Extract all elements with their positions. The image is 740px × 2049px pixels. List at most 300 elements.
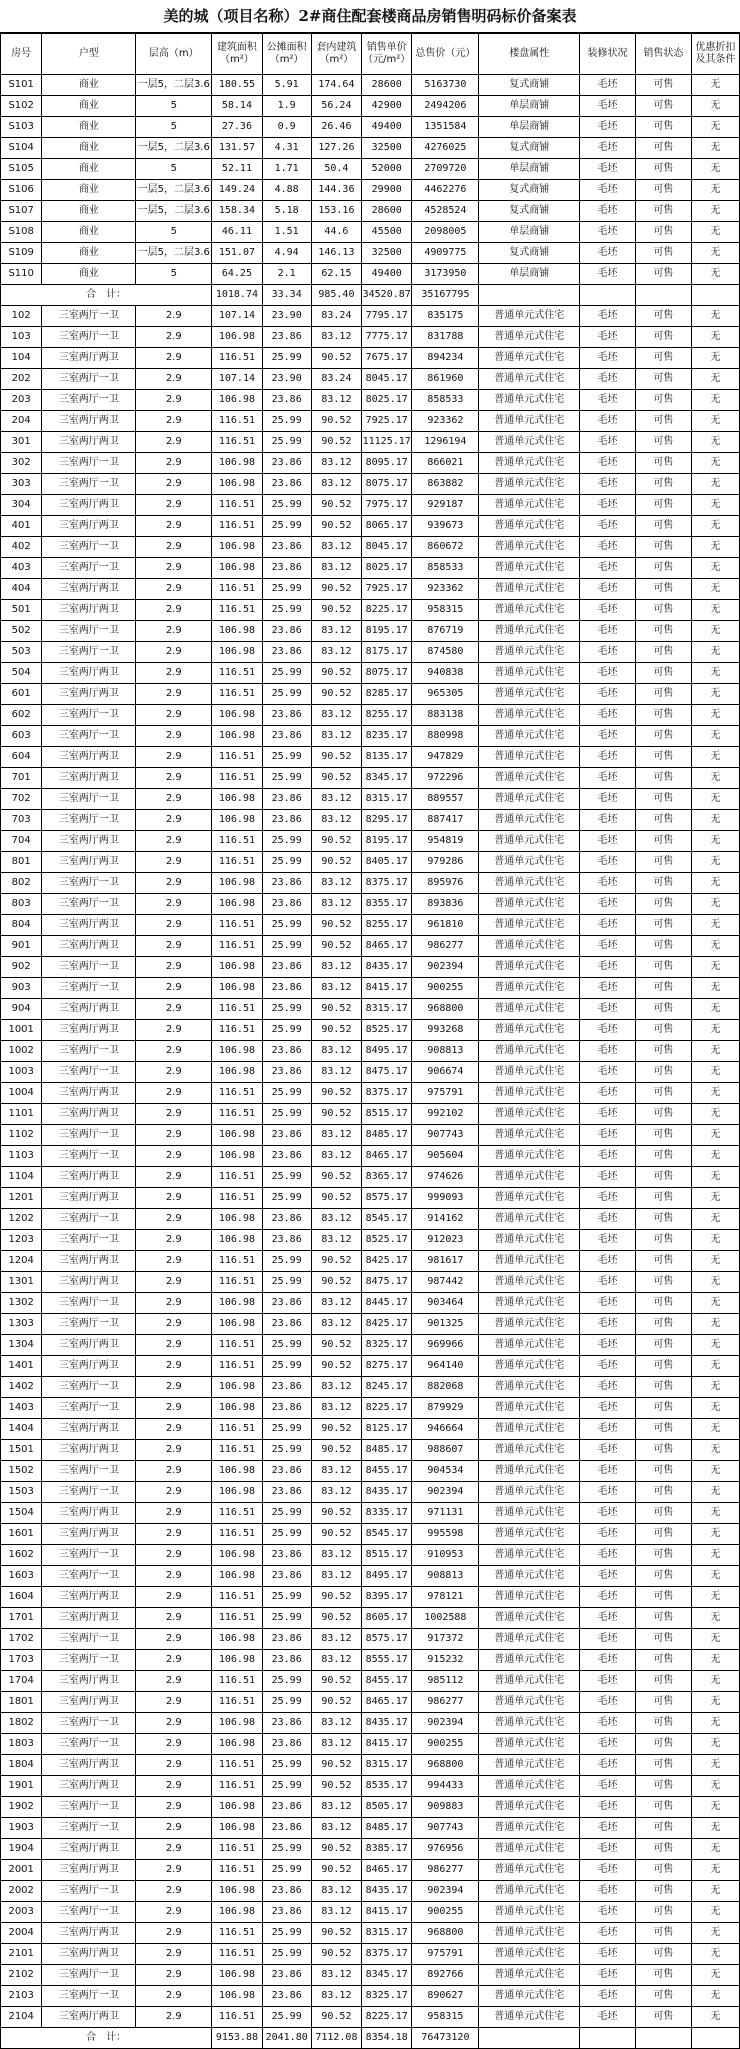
table-cell: 90.52 [311, 516, 361, 537]
table-cell: 无 [691, 1482, 739, 1503]
table-cell: 8455.17 [362, 1671, 412, 1692]
table-cell: 普通单元式住宅 [479, 516, 580, 537]
table-cell: 普通单元式住宅 [479, 453, 580, 474]
table-cell: 三室两厅两卫 [42, 663, 136, 684]
table-cell: 83.12 [311, 1146, 361, 1167]
table-cell: 106.98 [212, 1125, 262, 1146]
table-cell: 8435.17 [362, 957, 412, 978]
table-cell: 三室两厅一卫 [42, 558, 136, 579]
table-cell: 普通单元式住宅 [479, 1923, 580, 1944]
table-cell: 90.52 [311, 852, 361, 873]
table-cell: 83.12 [311, 537, 361, 558]
table-cell: 8435.17 [362, 1881, 412, 1902]
table-cell: 25.99 [262, 1104, 311, 1125]
table-cell: 三室两厅两卫 [42, 1923, 136, 1944]
table-cell: 1302 [1, 1293, 42, 1314]
table-row [1, 894, 740, 915]
table-cell: 5 [136, 96, 212, 117]
table-cell: 可售 [635, 453, 691, 474]
table-cell: 1901 [1, 1776, 42, 1797]
table-cell: 2.9 [136, 1083, 212, 1104]
table-cell: 无 [691, 1818, 739, 1839]
table-cell: 无 [691, 1629, 739, 1650]
table-cell: 可售 [635, 1419, 691, 1440]
table-cell: 1404 [1, 1419, 42, 1440]
table-cell: 90.52 [311, 768, 361, 789]
table-cell: 商业 [42, 201, 136, 222]
table-cell: 701 [1, 768, 42, 789]
table-cell: 无 [691, 537, 739, 558]
table-cell: 8505.17 [362, 1797, 412, 1818]
table-cell: 2102 [1, 1965, 42, 1986]
subtotal-cell [580, 285, 636, 306]
table-row [1, 453, 740, 474]
table-cell: 2.9 [136, 978, 212, 999]
table-cell: 90.52 [311, 915, 361, 936]
table-cell: 8465.17 [362, 1692, 412, 1713]
table-cell: 普通单元式住宅 [479, 1776, 580, 1797]
table-cell: 4.94 [262, 243, 311, 264]
table-row [1, 1818, 740, 1839]
table-cell: 90.52 [311, 432, 361, 453]
table-cell: 116.51 [212, 936, 262, 957]
table-cell: 90.52 [311, 411, 361, 432]
table-cell: 2.9 [136, 642, 212, 663]
table-cell: 49400 [362, 264, 412, 285]
table-cell: 83.12 [311, 1734, 361, 1755]
table-cell: 912023 [412, 1230, 479, 1251]
table-cell: 8415.17 [362, 978, 412, 999]
table-cell: 502 [1, 621, 42, 642]
table-cell: 902394 [412, 1881, 479, 1902]
table-cell: 804 [1, 915, 42, 936]
table-cell: 三室两厅一卫 [42, 1881, 136, 1902]
table-cell: 普通单元式住宅 [479, 1356, 580, 1377]
table-cell: 25.99 [262, 1860, 311, 1881]
table-cell: 可售 [635, 1965, 691, 1986]
table-cell: 8415.17 [362, 1734, 412, 1755]
table-cell: 1403 [1, 1398, 42, 1419]
subtotal-cell [635, 2028, 691, 2049]
table-cell: 2.9 [136, 1041, 212, 1062]
table-row [1, 705, 740, 726]
table-cell: 2.9 [136, 1965, 212, 1986]
table-cell: 8485.17 [362, 1125, 412, 1146]
table-cell: 8385.17 [362, 1839, 412, 1860]
table-cell: 702 [1, 789, 42, 810]
table-row [1, 1356, 740, 1377]
table-cell: 1604 [1, 1587, 42, 1608]
column-header: 房号 [1, 34, 42, 75]
table-cell: 917372 [412, 1629, 479, 1650]
table-cell: 三室两厅两卫 [42, 831, 136, 852]
table-cell: 106.98 [212, 1881, 262, 1902]
table-cell: 可售 [635, 1398, 691, 1419]
table-cell: 106.98 [212, 1734, 262, 1755]
table-cell: 910953 [412, 1545, 479, 1566]
table-cell: 可售 [635, 117, 691, 138]
table-cell: 23.86 [262, 474, 311, 495]
table-cell: 普通单元式住宅 [479, 1440, 580, 1461]
table-cell: 106.98 [212, 1461, 262, 1482]
table-cell: 901325 [412, 1314, 479, 1335]
table-row [1, 852, 740, 873]
table-cell: 940838 [412, 663, 479, 684]
table-cell: 可售 [635, 831, 691, 852]
table-cell: 23.86 [262, 1902, 311, 1923]
table-cell: 25.99 [262, 1272, 311, 1293]
table-cell: 914162 [412, 1209, 479, 1230]
table-cell: 106.98 [212, 1650, 262, 1671]
table-cell: 三室两厅一卫 [42, 1566, 136, 1587]
table-cell: 2.9 [136, 1860, 212, 1881]
table-cell: 无 [691, 117, 739, 138]
table-cell: 25.99 [262, 915, 311, 936]
table-cell: 2.9 [136, 894, 212, 915]
table-cell: 900255 [412, 1734, 479, 1755]
table-cell: 116.51 [212, 1167, 262, 1188]
table-cell: 25.99 [262, 831, 311, 852]
table-row [1, 369, 740, 390]
table-cell: 无 [691, 1188, 739, 1209]
table-row [1, 1062, 740, 1083]
table-cell: 1702 [1, 1629, 42, 1650]
table-cell: 83.12 [311, 1314, 361, 1335]
table-cell: 28600 [362, 201, 412, 222]
column-header: 户型 [42, 34, 136, 75]
table-cell: 毛坯 [580, 1545, 636, 1566]
table-cell: 可售 [635, 747, 691, 768]
table-cell: 2.9 [136, 1587, 212, 1608]
table-cell: 1401 [1, 1356, 42, 1377]
table-cell: 无 [691, 264, 739, 285]
table-cell: 毛坯 [580, 264, 636, 285]
table-cell: 一层5，二层3.6 [136, 243, 212, 264]
table-cell: 8125.17 [362, 1419, 412, 1440]
table-cell: 8545.17 [362, 1524, 412, 1545]
table-cell: 可售 [635, 621, 691, 642]
table-cell: 普通单元式住宅 [479, 1188, 580, 1209]
table-cell: 无 [691, 222, 739, 243]
table-cell: 144.36 [311, 180, 361, 201]
table-cell: 无 [691, 1545, 739, 1566]
table-cell: 一层5，二层3.6 [136, 138, 212, 159]
table-cell: 无 [691, 600, 739, 621]
table-row [1, 1755, 740, 1776]
table-row [1, 1419, 740, 1440]
table-cell: 2.9 [136, 663, 212, 684]
table-cell: 无 [691, 1440, 739, 1461]
column-header: 套内建筑（m²） [311, 34, 361, 75]
table-cell: 无 [691, 1419, 739, 1440]
table-cell: 23.86 [262, 1377, 311, 1398]
table-cell: 8095.17 [362, 453, 412, 474]
table-cell: 25.99 [262, 1503, 311, 1524]
table-cell: 42900 [362, 96, 412, 117]
table-cell: 无 [691, 726, 739, 747]
table-cell: 三室两厅两卫 [42, 495, 136, 516]
table-cell: 普通单元式住宅 [479, 495, 580, 516]
table-cell: 可售 [635, 1293, 691, 1314]
table-cell: 1001 [1, 1020, 42, 1041]
table-cell: 毛坯 [580, 222, 636, 243]
table-cell: 2.9 [136, 369, 212, 390]
table-cell: 2.9 [136, 1104, 212, 1125]
table-cell: 单层商铺 [479, 117, 580, 138]
table-cell: 2104 [1, 2007, 42, 2028]
table-cell: 803 [1, 894, 42, 915]
table-cell: 8225.17 [362, 2007, 412, 2028]
table-cell: 无 [691, 1671, 739, 1692]
table-cell: 90.52 [311, 1419, 361, 1440]
table-cell: 404 [1, 579, 42, 600]
table-cell: 2.9 [136, 453, 212, 474]
subtotal-row [1, 285, 740, 306]
table-cell: 2.9 [136, 768, 212, 789]
table-cell: 2.9 [136, 621, 212, 642]
table-cell: 无 [691, 411, 739, 432]
table-cell: 可售 [635, 579, 691, 600]
table-cell: 三室两厅一卫 [42, 705, 136, 726]
table-cell: 无 [691, 1293, 739, 1314]
table-cell: 58.14 [212, 96, 262, 117]
table-cell: 8525.17 [362, 1020, 412, 1041]
table-row [1, 1482, 740, 1503]
table-cell: 23.86 [262, 1566, 311, 1587]
table-cell: 25.99 [262, 495, 311, 516]
table-cell: 946664 [412, 1419, 479, 1440]
table-cell: 可售 [635, 600, 691, 621]
table-cell: 90.52 [311, 1188, 361, 1209]
table-cell: 普通单元式住宅 [479, 831, 580, 852]
table-cell: 可售 [635, 1587, 691, 1608]
table-cell: 无 [691, 1797, 739, 1818]
table-cell: 2.9 [136, 852, 212, 873]
table-cell: 802 [1, 873, 42, 894]
table-cell: 毛坯 [580, 201, 636, 222]
table-row [1, 348, 740, 369]
table-cell: 无 [691, 1167, 739, 1188]
table-cell: 普通单元式住宅 [479, 327, 580, 348]
table-cell: 2.9 [136, 1566, 212, 1587]
table-cell: 23.86 [262, 810, 311, 831]
table-cell: 普通单元式住宅 [479, 1272, 580, 1293]
table-cell: 可售 [635, 1923, 691, 1944]
table-cell: 975791 [412, 1083, 479, 1104]
table-cell: 三室两厅两卫 [42, 1692, 136, 1713]
table-cell: 无 [691, 1272, 739, 1293]
table-cell: 106.98 [212, 1566, 262, 1587]
table-cell: 106.98 [212, 705, 262, 726]
table-cell: 普通单元式住宅 [479, 1251, 580, 1272]
table-cell: 毛坯 [580, 726, 636, 747]
table-cell: 三室两厅一卫 [42, 1314, 136, 1335]
table-cell: 23.86 [262, 1629, 311, 1650]
table-cell: 403 [1, 558, 42, 579]
table-cell: 106.98 [212, 1062, 262, 1083]
table-cell: 普通单元式住宅 [479, 474, 580, 495]
table-cell: 普通单元式住宅 [479, 1104, 580, 1125]
table-row [1, 831, 740, 852]
table-cell: 2.9 [136, 1461, 212, 1482]
table-cell: 106.98 [212, 1797, 262, 1818]
subtotal-row [1, 2028, 740, 2049]
table-cell: 无 [691, 999, 739, 1020]
subtotal-cell: 合 计： [1, 285, 212, 306]
table-cell: 25.99 [262, 1608, 311, 1629]
table-cell: 三室两厅一卫 [42, 453, 136, 474]
table-cell: 无 [691, 369, 739, 390]
table-cell: 958315 [412, 600, 479, 621]
table-cell: 106.98 [212, 1965, 262, 1986]
table-cell: 981617 [412, 1251, 479, 1272]
table-cell: 三室两厅一卫 [42, 537, 136, 558]
table-cell: 83.12 [311, 1398, 361, 1419]
table-row [1, 432, 740, 453]
table-cell: 106.98 [212, 1713, 262, 1734]
table-cell: 毛坯 [580, 663, 636, 684]
table-cell: 普通单元式住宅 [479, 621, 580, 642]
table-cell: 普通单元式住宅 [479, 1608, 580, 1629]
table-cell: 106.98 [212, 789, 262, 810]
table-cell: 可售 [635, 726, 691, 747]
table-cell: 普通单元式住宅 [479, 915, 580, 936]
table-cell: 毛坯 [580, 537, 636, 558]
table-cell: 毛坯 [580, 894, 636, 915]
table-cell: 90.52 [311, 1860, 361, 1881]
table-cell: 8235.17 [362, 726, 412, 747]
table-cell: 939673 [412, 516, 479, 537]
table-cell: 复式商铺 [479, 201, 580, 222]
table-cell: 8465.17 [362, 1860, 412, 1881]
table-row [1, 768, 740, 789]
table-cell: 2.9 [136, 705, 212, 726]
table-cell: 8335.17 [362, 1503, 412, 1524]
table-cell: 50.4 [311, 159, 361, 180]
table-cell: 三室两厅两卫 [42, 1587, 136, 1608]
table-cell: 普通单元式住宅 [479, 873, 580, 894]
table-cell: 可售 [635, 432, 691, 453]
table-cell: 23.86 [262, 1146, 311, 1167]
table-cell: 8255.17 [362, 705, 412, 726]
table-cell: 无 [691, 1503, 739, 1524]
table-cell: 普通单元式住宅 [479, 894, 580, 915]
table-row [1, 684, 740, 705]
table-cell: 2101 [1, 1944, 42, 1965]
table-row [1, 1020, 740, 1041]
table-row [1, 1524, 740, 1545]
table-cell: 8225.17 [362, 600, 412, 621]
table-cell: 商业 [42, 138, 136, 159]
table-cell: 83.12 [311, 789, 361, 810]
subtotal-cell: 35167795 [412, 285, 479, 306]
table-cell: S110 [1, 264, 42, 285]
table-cell: 83.12 [311, 1230, 361, 1251]
table-cell: 1.9 [262, 96, 311, 117]
table-cell: 83.12 [311, 642, 361, 663]
table-cell: 993268 [412, 1020, 479, 1041]
table-cell: 116.51 [212, 1755, 262, 1776]
column-header: 公摊面积（m²） [262, 34, 311, 75]
table-cell: 可售 [635, 243, 691, 264]
table-cell: 2.1 [262, 264, 311, 285]
table-cell: 23.86 [262, 873, 311, 894]
table-cell: 969966 [412, 1335, 479, 1356]
table-cell: 106.98 [212, 642, 262, 663]
table-cell: 25.99 [262, 1440, 311, 1461]
table-cell: 无 [691, 1062, 739, 1083]
table-cell: S108 [1, 222, 42, 243]
table-cell: 25.99 [262, 1020, 311, 1041]
table-cell: 8195.17 [362, 621, 412, 642]
table-cell: 可售 [635, 1797, 691, 1818]
table-cell: 894234 [412, 348, 479, 369]
table-row [1, 474, 740, 495]
table-cell: 1601 [1, 1524, 42, 1545]
table-cell: 2.9 [136, 327, 212, 348]
table-cell: 90.52 [311, 1083, 361, 1104]
table-cell: 毛坯 [580, 348, 636, 369]
table-cell: 无 [691, 1398, 739, 1419]
table-cell: 无 [691, 747, 739, 768]
table-cell: 毛坯 [580, 243, 636, 264]
table-cell: 毛坯 [580, 2007, 636, 2028]
table-cell: 889557 [412, 789, 479, 810]
table-cell: 1304 [1, 1335, 42, 1356]
table-cell: 无 [691, 1251, 739, 1272]
table-cell: 无 [691, 1608, 739, 1629]
table-cell: 127.26 [311, 138, 361, 159]
table-cell: 116.51 [212, 1608, 262, 1629]
table-cell: 1502 [1, 1461, 42, 1482]
table-cell: 988607 [412, 1440, 479, 1461]
table-cell: 835175 [412, 306, 479, 327]
table-cell: 102 [1, 306, 42, 327]
table-cell: 25.99 [262, 663, 311, 684]
table-cell: 703 [1, 810, 42, 831]
table-cell: 毛坯 [580, 1923, 636, 1944]
table-cell: 毛坯 [580, 1356, 636, 1377]
table-cell: 90.52 [311, 1167, 361, 1188]
table-cell: 毛坯 [580, 1167, 636, 1188]
subtotal-cell [691, 285, 739, 306]
table-cell: 毛坯 [580, 138, 636, 159]
table-cell: 普通单元式住宅 [479, 1503, 580, 1524]
table-cell: 25.99 [262, 600, 311, 621]
table-cell: 三室两厅一卫 [42, 726, 136, 747]
table-cell: 2.9 [136, 1125, 212, 1146]
table-cell: 2004 [1, 1923, 42, 1944]
table-cell: 8245.17 [362, 1377, 412, 1398]
table-cell: 8475.17 [362, 1062, 412, 1083]
table-cell: 三室两厅两卫 [42, 348, 136, 369]
table-cell: 2.9 [136, 1755, 212, 1776]
table-cell: 83.12 [311, 1377, 361, 1398]
table-cell: 毛坯 [580, 1272, 636, 1293]
table-cell: 4276025 [412, 138, 479, 159]
table-cell: 116.51 [212, 1356, 262, 1377]
table-cell: 2.9 [136, 1986, 212, 2007]
table-cell: 25.99 [262, 1944, 311, 1965]
table-cell: 8045.17 [362, 537, 412, 558]
table-cell: 2709720 [412, 159, 479, 180]
table-cell: 892766 [412, 1965, 479, 1986]
table-cell: 三室两厅两卫 [42, 684, 136, 705]
table-cell: 无 [691, 1986, 739, 2007]
table-cell: 603 [1, 726, 42, 747]
table-cell: 958315 [412, 2007, 479, 2028]
table-cell: 三室两厅两卫 [42, 747, 136, 768]
